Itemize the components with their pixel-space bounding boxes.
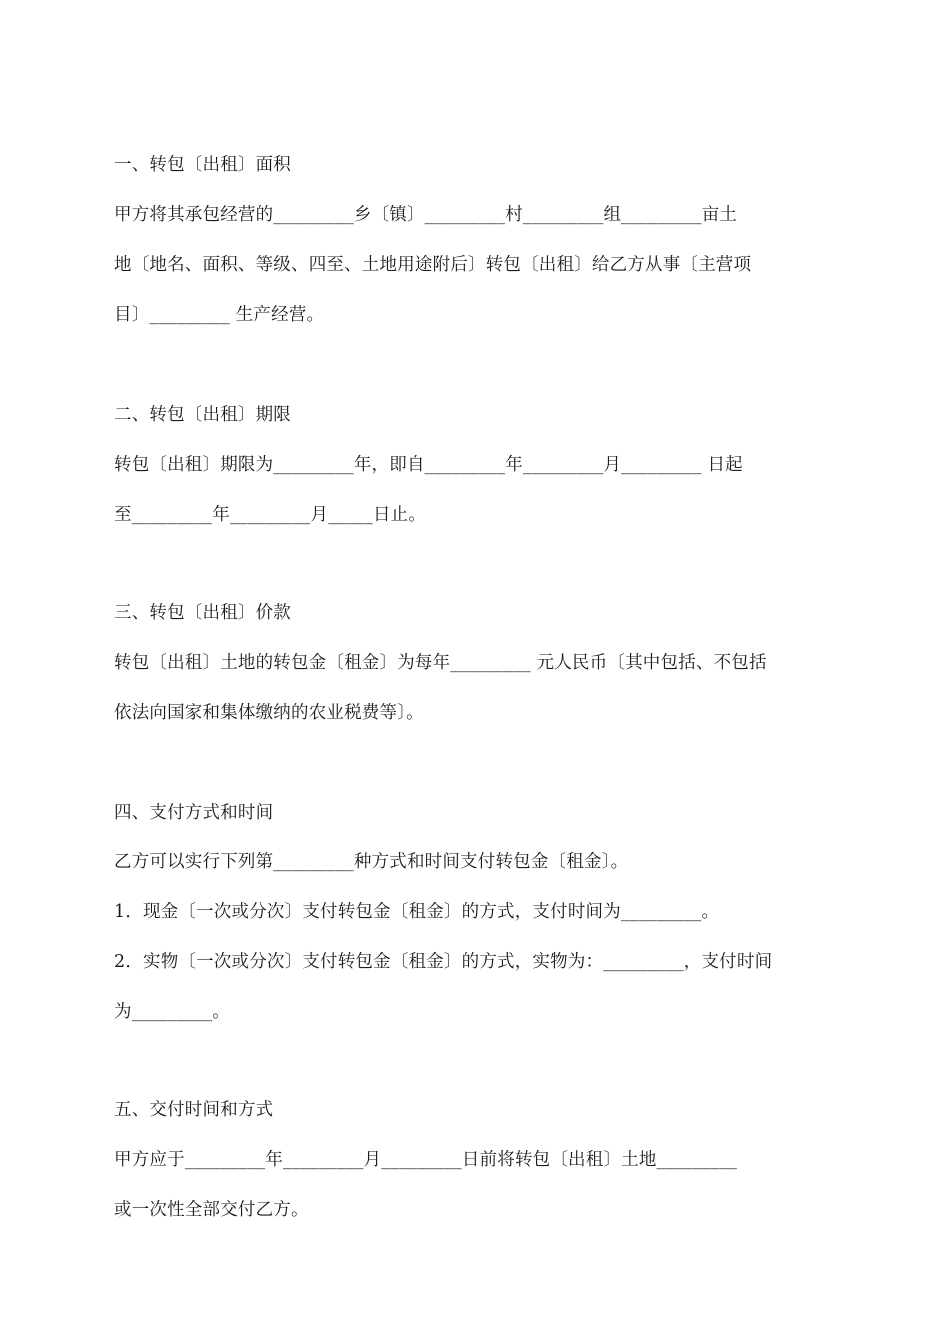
section-heading: 五、交付时间和方式: [114, 1100, 274, 1120]
body-line: 或一次性全部交付乙方。: [114, 1200, 309, 1220]
section-heading: 二、转包〔出租〕期限: [114, 405, 291, 425]
body-line: 甲方将其承包经营的_________乡〔镇〕_________村_________组_________亩土: [114, 205, 738, 225]
body-line: 目〕_________ 生产经营。: [114, 305, 325, 325]
body-line: 甲方应于_________年_________月_________日前将转包〔出租〕土地_________: [114, 1150, 738, 1170]
body-line: 2．实物〔一次或分次〕支付转包金〔租金〕的方式，实物为：_________，支付时间: [114, 952, 773, 972]
section-heading: 一、转包〔出租〕面积: [114, 155, 291, 175]
body-line: 乙方可以实行下列第_________种方式和时间支付转包金〔租金〕。: [114, 852, 629, 872]
body-line: 至_________年_________月_____日止。: [114, 505, 427, 525]
body-line: 转包〔出租〕期限为_________年，即自_________年_________月_________ 日起: [114, 455, 743, 475]
body-line: 转包〔出租〕土地的转包金〔租金〕为每年_________ 元人民币〔其中包括、不包括: [114, 653, 767, 673]
body-line: 为_________。: [114, 1002, 230, 1022]
body-line: 1．现金〔一次或分次〕支付转包金〔租金〕的方式，支付时间为_________。: [114, 902, 720, 922]
section-heading: 三、转包〔出租〕价款: [114, 603, 291, 623]
body-line: 地〔地名、面积、等级、四至、土地用途附后〕转包〔出租〕给乙方从事〔主营项: [114, 255, 752, 275]
body-line: 依法向国家和集体缴纳的农业税费等〕。: [114, 703, 424, 723]
section-heading: 四、支付方式和时间: [114, 803, 274, 823]
